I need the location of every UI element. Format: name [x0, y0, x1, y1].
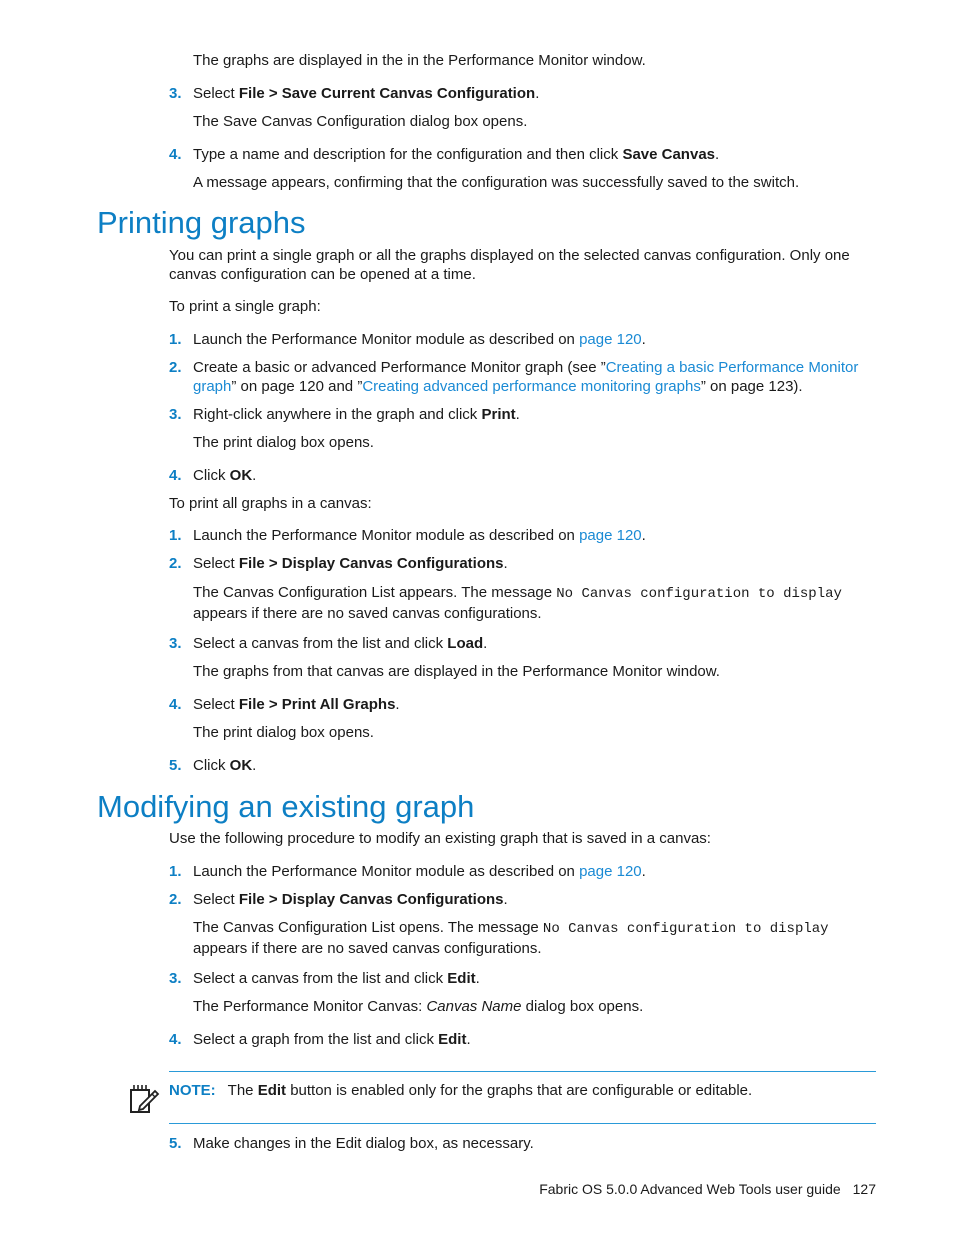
code-message: No Canvas configuration to display	[542, 921, 829, 937]
step-5	[169, 756, 883, 775]
step-1	[169, 526, 883, 545]
xref-link-basic-graph[interactable]: Creating a basic Performance Monitor graph	[193, 359, 859, 395]
step-result: The Canvas Configuration List opens. The message No Canvas configuration to display appears if there are no saved canvas configurations.	[193, 919, 829, 957]
step-result: A message appears, confirming that the configuration was successfully saved to the switch.	[193, 174, 800, 191]
step-number: 4.	[169, 467, 182, 484]
section-intro: You can print a single graph or all the graphs displayed on the selected canvas configuration. Only one canvas configuration can be opened at a time.	[169, 247, 850, 283]
step-result: The Performance Monitor Canvas: Canvas Name dialog box opens.	[193, 998, 644, 1015]
step-number: 4.	[169, 146, 182, 163]
section-heading-printing: Printing graphs	[97, 205, 306, 240]
step-text: Select a canvas from the list and click Edit.	[193, 970, 480, 987]
step-number: 3.	[169, 970, 182, 987]
step-text: Select File > Print All Graphs.	[193, 696, 400, 713]
note-label: NOTE:	[169, 1082, 216, 1099]
step-result: The Save Canvas Configuration dialog box opens.	[193, 113, 528, 130]
step-2	[169, 554, 883, 573]
paragraph: The graphs are displayed in the in the Performance Monitor window.	[193, 52, 646, 69]
note-pencil-icon	[128, 1082, 160, 1116]
step-result: The graphs from that canvas are displayed in the Performance Monitor window.	[193, 663, 720, 680]
step-number: 5.	[169, 1135, 182, 1152]
step-number: 1.	[169, 331, 182, 348]
procedure-lead: To print all graphs in a canvas:	[169, 495, 372, 512]
step-text: Launch the Performance Monitor module as described on page 120.	[193, 863, 646, 880]
step-text: Create a basic or advanced Performance Monitor graph (see ”Creating a basic Performance Monitor graph” on page 120 and ”Creating advanced performance monitoring graphs” on page 123).	[193, 359, 859, 395]
note-rule-top	[169, 1071, 876, 1072]
footer-title: Fabric OS 5.0.0 Advanced Web Tools user guide	[539, 1181, 841, 1197]
step-3	[169, 969, 883, 988]
step-text: Select a canvas from the list and click Load.	[193, 635, 488, 652]
step-text: Make changes in the Edit dialog box, as necessary.	[193, 1135, 534, 1152]
step-text: Select File > Save Current Canvas Configuration.	[193, 85, 540, 102]
step-number: 1.	[169, 863, 182, 880]
step-2	[169, 890, 883, 909]
section-intro: Use the following procedure to modify an existing graph that is saved in a canvas:	[169, 830, 711, 847]
step-4	[169, 695, 883, 714]
step-number: 4.	[169, 696, 182, 713]
note-text: NOTE: The Edit button is enabled only for the graphs that are configurable or editable.	[169, 1082, 753, 1099]
step-result: The print dialog box opens.	[193, 724, 374, 741]
xref-link-advanced-graphs[interactable]: Creating advanced performance monitoring graphs	[362, 378, 701, 395]
step-text: Right-click anywhere in the graph and click Print.	[193, 406, 520, 423]
step-text: Select File > Display Canvas Configurations.	[193, 891, 508, 908]
note-rule-bottom	[169, 1123, 876, 1124]
step-text: Type a name and description for the configuration and then click Save Canvas.	[193, 146, 720, 163]
step-number: 2.	[169, 891, 182, 908]
step-3	[169, 405, 883, 424]
page-link[interactable]: page 120	[579, 863, 642, 880]
step-number: 3.	[169, 406, 182, 423]
step-text: Launch the Performance Monitor module as described on page 120.	[193, 527, 646, 544]
step-number: 3.	[169, 85, 182, 102]
step-result: The Canvas Configuration List appears. The message No Canvas configuration to display appears if there are no saved canvas configurations.	[193, 584, 842, 622]
step-number: 2.	[169, 359, 182, 376]
step-text: Click OK.	[193, 757, 257, 774]
step-number: 1.	[169, 527, 182, 544]
step-2	[169, 358, 883, 396]
step-3	[169, 634, 883, 653]
procedure-lead: To print a single graph:	[169, 298, 321, 315]
page-footer	[539, 1180, 876, 1199]
step-number: 4.	[169, 1031, 182, 1048]
step-result: The print dialog box opens.	[193, 434, 374, 451]
page-link[interactable]: page 120	[579, 527, 642, 544]
page-link[interactable]: page 120	[579, 331, 642, 348]
step-1	[169, 330, 883, 349]
step-3	[169, 84, 883, 103]
step-text: Click OK.	[193, 467, 257, 484]
step-1	[169, 862, 883, 881]
step-number: 5.	[169, 757, 182, 774]
step-text: Select a graph from the list and click Edit.	[193, 1031, 471, 1048]
step-5	[169, 1134, 883, 1153]
step-text: Launch the Performance Monitor module as described on page 120.	[193, 331, 646, 348]
section-heading-modifying: Modifying an existing graph	[97, 789, 475, 824]
page-number: 127	[852, 1181, 876, 1197]
step-number: 2.	[169, 555, 182, 572]
step-4	[169, 1030, 883, 1049]
step-4	[169, 145, 883, 164]
step-text: Select File > Display Canvas Configurations.	[193, 555, 508, 572]
code-message: No Canvas configuration to display	[556, 586, 842, 602]
step-number: 3.	[169, 635, 182, 652]
step-4	[169, 466, 883, 485]
